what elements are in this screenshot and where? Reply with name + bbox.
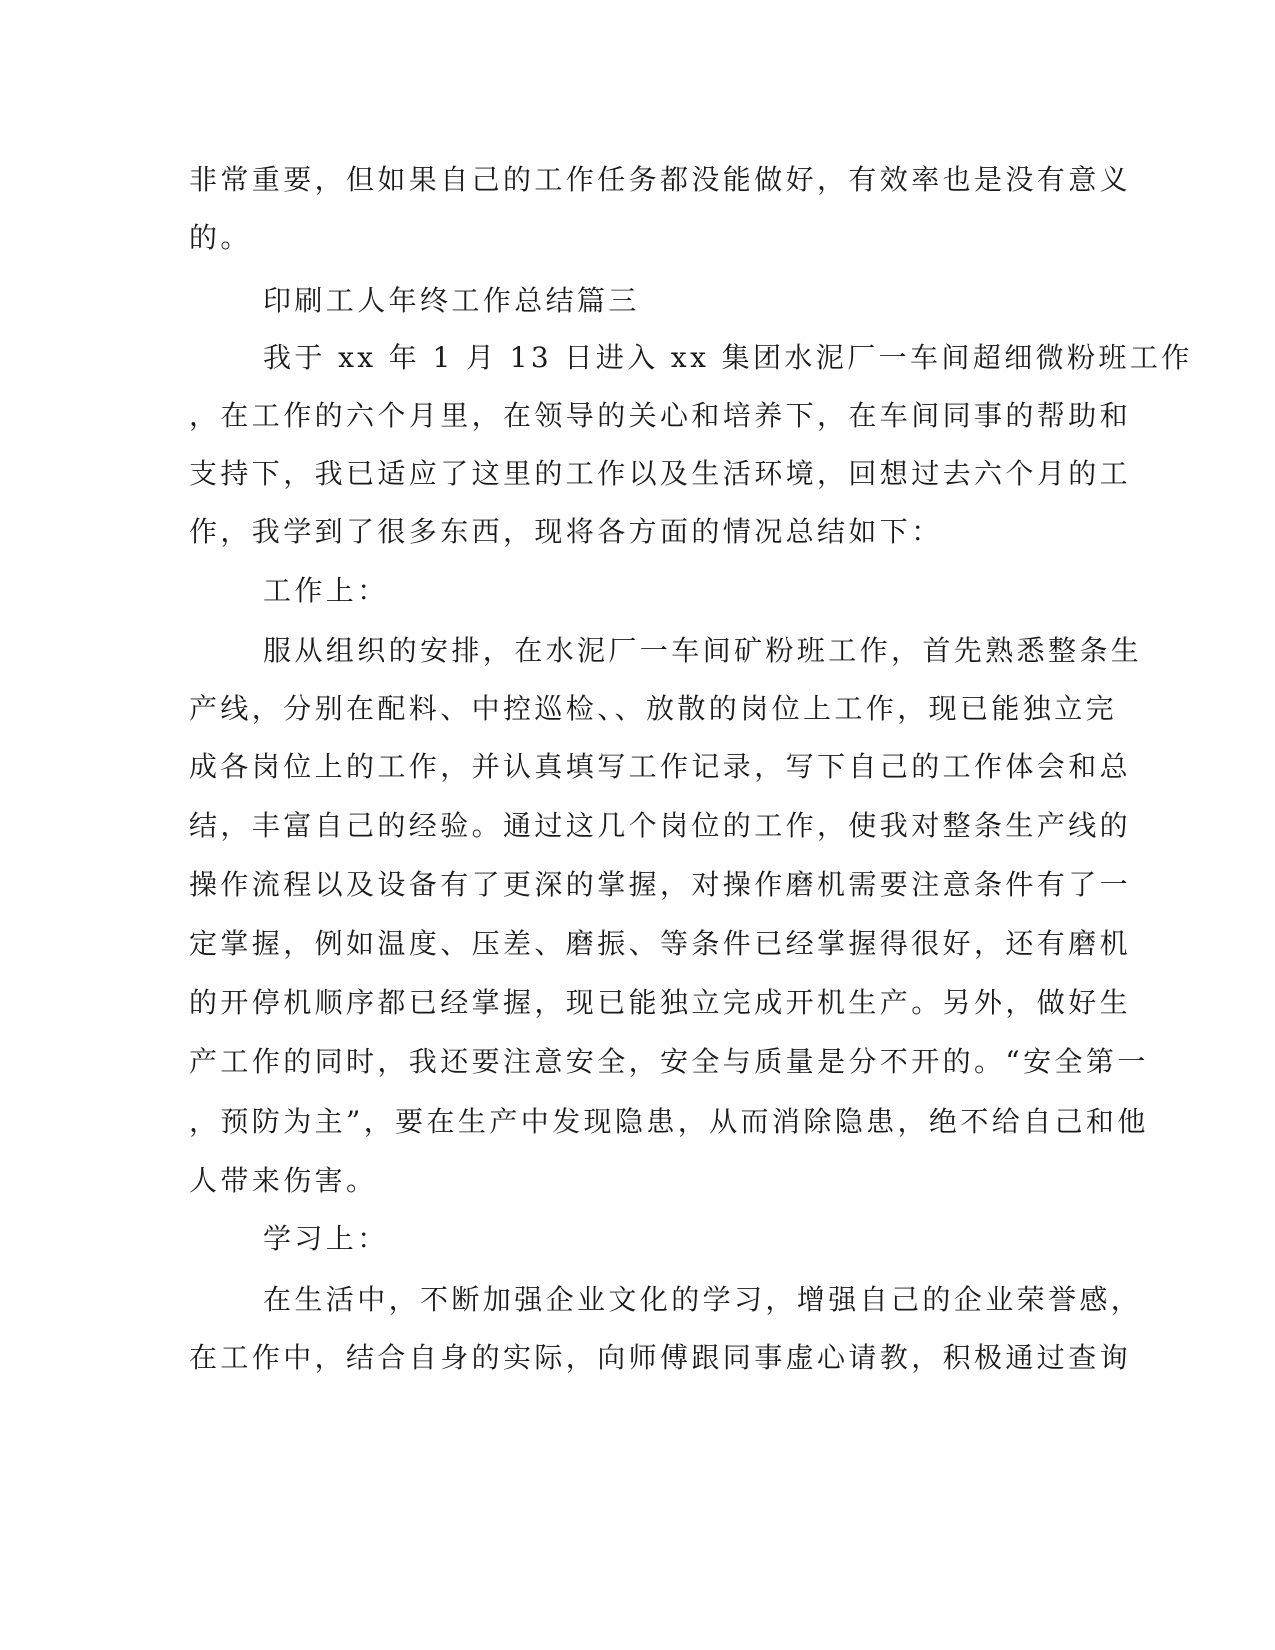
paragraph-line: 定掌握，例如温度、压差、磨振、等条件已经掌握得很好，还有磨机 <box>189 927 1132 960</box>
paragraph-line: 支持下，我已适应了这里的工作以及生活环境，回想过去六个月的工 <box>189 457 1132 490</box>
paragraph-line: 在生活中，不断加强企业文化的学习，增强自己的企业荣誉感， <box>263 1283 1143 1316</box>
paragraph-line: 服从组织的安排，在水泥厂一车间矿粉班工作，首先熟悉整条生 <box>263 634 1143 667</box>
paragraph-line: 非常重要，但如果自己的工作任务都没能做好，有效率也是没有意义 <box>189 163 1132 196</box>
subheading-work: 工作上： <box>263 574 389 607</box>
paragraph-line: 结，丰富自己的经验。通过这几个岗位的工作，使我对整条生产线的 <box>189 809 1132 842</box>
paragraph-line: 产工作的同时，我还要注意安全，安全与质量是分不开的。“安全第一 <box>189 1045 1149 1078</box>
paragraph-line: 的开停机顺序都已经掌握，现已能独立完成开机生产。另外，做好生 <box>189 986 1132 1019</box>
paragraph-line: 成各岗位上的工作，并认真填写工作记录，写下自己的工作体会和总 <box>189 750 1132 783</box>
paragraph-line: 我于 xx 年 1 月 13 日进入 xx 集团水泥厂一车间超细微粉班工作 <box>263 341 1193 374</box>
paragraph-line: 产线，分别在配料、中控巡检、、放散的岗位上工作，现已能独立完 <box>189 692 1118 725</box>
paragraph-line: 人带来伤害。 <box>189 1164 378 1197</box>
paragraph-line: 作，我学到了很多东西，现将各方面的情况总结如下： <box>189 515 943 548</box>
paragraph-line: ，预防为主”，要在生产中发现隐患，从而消除隐患，绝不给自己和他 <box>189 1105 1149 1138</box>
section-heading: 印刷工人年终工作总结篇三 <box>263 284 640 317</box>
paragraph-line: 操作流程以及设备有了更深的掌握，对操作磨机需要注意条件有了一 <box>189 868 1132 901</box>
paragraph-line: 的。 <box>189 221 252 254</box>
subheading-study: 学习上： <box>263 1222 389 1255</box>
paragraph-line: ，在工作的六个月里，在领导的关心和培养下，在车间同事的帮助和 <box>189 399 1132 432</box>
paragraph-line: 在工作中，结合自身的实际，向师傅跟同事虚心请教，积极通过查询 <box>189 1341 1132 1374</box>
